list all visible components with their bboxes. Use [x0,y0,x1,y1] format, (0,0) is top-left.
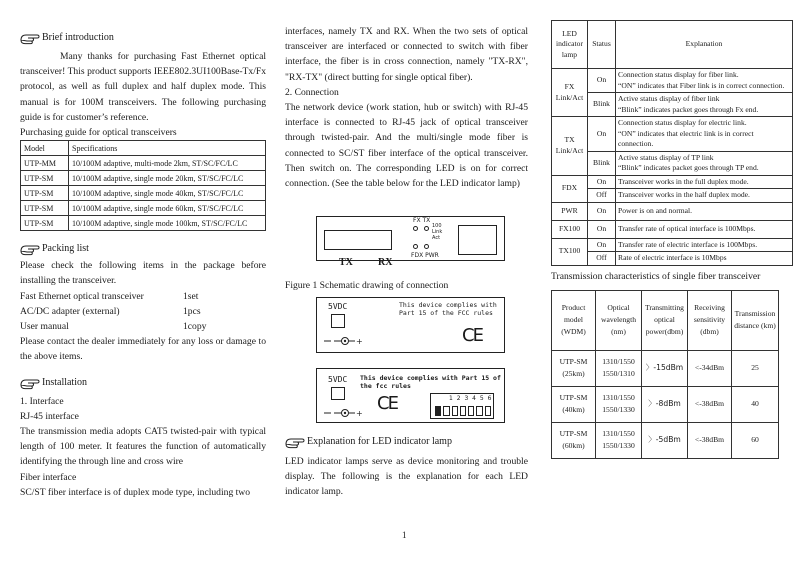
connection-text: The network device (work station, hub or switch) with RJ-45 interface is connected to RJ-45 jack of optical transceiver through twisted-pair. And the multi/single mode fiber is connected to SC/ST fiber interface of the optical transceiver. Then switch on. The corresponding LED is on for correct connection. (See the table below for the LED indicator lamp) [285,102,528,190]
led-dot [424,244,429,249]
explanation-line: “ON” indicates that electric link is in correct connection. [618,128,754,148]
brief-heading [20,30,266,45]
rear-label-2 [316,368,505,423]
explanation-cell: Rate of electric interface is 10Mbps [616,252,793,266]
table-cell: UTP-SM [21,171,69,186]
table-header: Model [21,141,69,156]
led-label-fdxpwr: FDX PWR [411,252,439,259]
svg-text:+: + [356,409,363,418]
wavelength-value: 1550/1310 [602,369,635,379]
explanation-cell: Transfer rate of electric interface is 100Mbps. [616,238,793,252]
item-qty: 1set [183,290,199,302]
power-cell: 〉-8dBm [642,386,688,422]
tx-label: TX [339,257,353,268]
ce-mark: CE [462,325,482,346]
explanation-cell [616,117,793,152]
interface-title: 1. Interface [20,395,64,407]
table-cell: UTP-MM [21,156,69,171]
explanation-cell: Transceiver works in the half duplex mode. [616,189,793,203]
led-label-group [432,223,442,241]
explanation-line: Connection status display for electric link. [618,118,747,127]
table-row [552,238,793,252]
table-row [552,117,793,152]
lamp-cell: PWR [552,202,588,220]
transmission-table [551,290,779,459]
table-header: Transmission distance (km) [732,290,779,350]
dip-toggle [435,406,441,416]
dip-toggle [476,406,482,416]
explanation-cell: Power is on and normal. [616,202,793,220]
vdc-label: 5VDC [328,302,348,311]
table-cell: 10/100M adaptive, multi-mode 2km, ST/SC/FC/LC [69,156,266,171]
sensitivity-cell: <-38dBm [688,386,732,422]
rj45-title: RJ-45 interface [20,410,79,422]
connection-title: 2. Connection [285,86,339,98]
led-text: LED indicator lamps serve as device monitoring and trouble display. The following is the explanation for each LED indicator lamp. [285,456,528,498]
led-heading [285,434,528,449]
model-range: (40km) [562,405,585,415]
explanation-cell [616,69,793,93]
cont-text: interfaces, namely TX and RX. When the two sets of optical transceiver are interfaced or connected to switch with fiber interface, the fiber is in cross connection, namely "TX-RX", "RX-TX" (direct butting for single optical fiber). [285,26,528,83]
item-name: Fast Ethernet optical transceiver [20,290,144,302]
brief-title: Brief introduction [42,32,114,43]
model-name: UTP-SM [559,357,588,367]
packing-note: Please contact the dealer immediately for any loss or damage to the above items. [20,336,266,363]
column-3 [551,0,793,459]
install-heading [20,375,266,390]
polarity-icon [322,334,362,346]
table-header: Optical wavelength (nm) [596,290,642,350]
explanation-line: “Blink” indicates packet goes through Fx end. [618,104,759,114]
status-cell: Off [588,252,616,266]
rj45-port [458,225,497,255]
model-name: UTP-SM [559,393,588,403]
led-label-link: Link [432,229,443,235]
fcc-text: This device complies with Part 15 of the FCC rules [399,301,497,317]
led-section [285,434,528,500]
ce-mark: CE [377,393,397,414]
sensitivity-cell: <-38dBm [688,422,732,458]
svg-text:+: + [356,337,363,346]
brief-text: Many thanks for purchasing Fast Ethernet optical transceiver! This product supports IEEE802.3UI100Base-Tx/Fx protocol, as well as full duplex and half duplex mode. This manual is for 100M transceivers. The following purchasing guide is for customer’s reference. [20,51,266,123]
table-header: Receiving sensitivity (dbm) [688,290,732,350]
power-jack [331,387,345,400]
fcc-text: This device complies with Part 15 of the fcc rules [360,374,501,390]
item-qty: 1copy [183,321,207,333]
model-cell [552,350,596,386]
dip-switch-bank [435,406,491,416]
table-header: LED indicator lamp [552,21,588,69]
dip-numbers: 1 2 3 4 5 6 [449,395,493,402]
lamp-cell: TX Link/Act [552,117,588,176]
vdc-label: 5VDC [328,375,348,384]
column-2 [285,0,528,191]
table-header: Specifications [69,141,266,156]
model-cell [552,386,596,422]
dip-toggle [452,406,458,416]
item-qty: 1pcs [183,305,201,317]
install-title: Installation [42,376,87,388]
led-dot [413,226,418,231]
led-label-act: Act [432,235,441,241]
wavelength-value: 1310/1550 [602,429,635,439]
packing-item [20,319,266,334]
table-row [21,186,266,201]
status-cell: On [588,238,616,252]
explanation-cell: Transfer rate of optical interface is 100Mbps. [616,220,793,238]
packing-title: Packing list [42,243,89,255]
transceiver-front-panel [316,216,505,261]
fiber-text: SC/ST fiber interface is of duplex mode type, including two [20,486,251,498]
table-row [21,156,266,171]
status-cell: On [588,69,616,93]
item-name: AC/DC adapter (external) [20,305,120,317]
table-cell: UTP-SM [21,216,69,231]
status-cell: On [588,220,616,238]
pointing-hand-icon [20,376,40,390]
table-row [552,386,779,422]
table-row [552,175,793,189]
power-jack [331,314,345,328]
table-row [21,201,266,216]
wavelength-value: 1550/1330 [602,441,635,451]
distance-cell: 60 [732,422,779,458]
status-cell: Off [588,189,616,203]
rj45-text: The transmission media adopts CAT5 twisted-pair with typical length of 100 meter. It features the function of automatically identifying the through line and cross wire [20,426,266,468]
fiber-port [324,230,392,250]
dip-toggle [468,406,474,416]
table-row [552,69,793,93]
explanation-line: Connection status display for fiber link. [618,70,739,79]
purchasing-table [20,140,266,231]
pointing-hand-icon [20,31,40,45]
wavelength-value: 1310/1550 [602,357,635,367]
table-row [552,350,779,386]
wavelength-cell [596,386,642,422]
table-cell: UTP-SM [21,186,69,201]
status-cell: On [588,117,616,152]
model-range: (60km) [562,441,585,451]
rx-label: RX [378,257,393,268]
table-cell: UTP-SM [21,201,69,216]
table-cell: 10/100M adaptive, single mode 100km, ST/SC/FC/LC [69,216,266,231]
explanation-line: Active status display of fiber link [618,94,720,103]
table-cell: 10/100M adaptive, single mode 60km, ST/SC/FC/LC [69,201,266,216]
table-row [552,93,793,117]
led-label-fxtx: FX TX [413,217,431,224]
lamp-cell: TX100 [552,238,588,265]
lamp-cell: FDX [552,175,588,202]
lamp-cell: FX100 [552,220,588,238]
pointing-hand-icon [285,435,305,449]
model-name: UTP-SM [559,429,588,439]
table-header: Transmitting optical power(dbm) [642,290,688,350]
status-cell: On [588,202,616,220]
table-row [21,171,266,186]
distance-cell: 25 [732,350,779,386]
model-range: (25km) [562,369,585,379]
table-row [552,422,779,458]
explanation-line: “ON” indicates that Fiber link is in correct connection. [618,80,785,90]
dip-switch [430,393,494,419]
distance-cell: 40 [732,386,779,422]
led-title: Explanation for LED indicator lamp [307,436,452,447]
explanation-cell: Transceiver works in the full duplex mode. [616,175,793,189]
table-header: Product model (WDM) [552,290,596,350]
dip-toggle [485,406,491,416]
fiber-title: Fiber interface [20,471,77,483]
explanation-cell [616,93,793,117]
rear-label-1 [316,297,505,353]
power-cell: 〉-15dBm [642,350,688,386]
led-dot [424,226,429,231]
guide-title: Purchasing guide for optical transceivers [20,127,177,139]
model-cell [552,422,596,458]
wavelength-value: 1550/1330 [602,405,635,415]
led-dot [413,244,418,249]
pointing-hand-icon [20,242,40,256]
table-row [552,202,793,220]
table-header: Status [588,21,616,69]
power-cell: 〉-5dBm [642,422,688,458]
wavelength-cell [596,350,642,386]
trans-title: Transmission characteristics of single fiber transceiver [551,270,761,282]
table-cell: 10/100M adaptive, single mode 40km, ST/SC/FC/LC [69,186,266,201]
table-row [552,189,793,203]
column-1 [20,0,266,500]
explanation-cell [616,151,793,175]
table-cell: 10/100M adaptive, single mode 20km, ST/SC/FC/LC [69,171,266,186]
dip-toggle [460,406,466,416]
explanation-line: Active status display of TP link [618,152,714,162]
led-table [551,20,793,266]
item-name: User manual [20,321,69,333]
table-row [21,216,266,231]
sensitivity-cell: <-34dBm [688,350,732,386]
polarity-icon [322,406,362,418]
table-row [552,220,793,238]
status-cell: Blink [588,151,616,175]
packing-item [20,289,266,304]
explanation-line: “Blink” indicates packet goes through TP end. [618,163,759,172]
table-row [552,151,793,175]
page-number: 1 [402,530,407,540]
lamp-cell: FX Link/Act [552,69,588,117]
table-header: Explanation [616,21,793,69]
wavelength-cell [596,422,642,458]
packing-item [20,304,266,319]
table-row [552,252,793,266]
figure-caption: Figure 1 Schematic drawing of connection [285,280,449,291]
packing-heading [20,241,266,256]
status-cell: Blink [588,93,616,117]
wavelength-value: 1310/1550 [602,393,635,403]
packing-intro: Please check the following items in the package before installing the transceiver. [20,260,266,287]
status-cell: On [588,175,616,189]
dip-toggle [443,406,449,416]
led-label-100: 100 [432,223,442,229]
